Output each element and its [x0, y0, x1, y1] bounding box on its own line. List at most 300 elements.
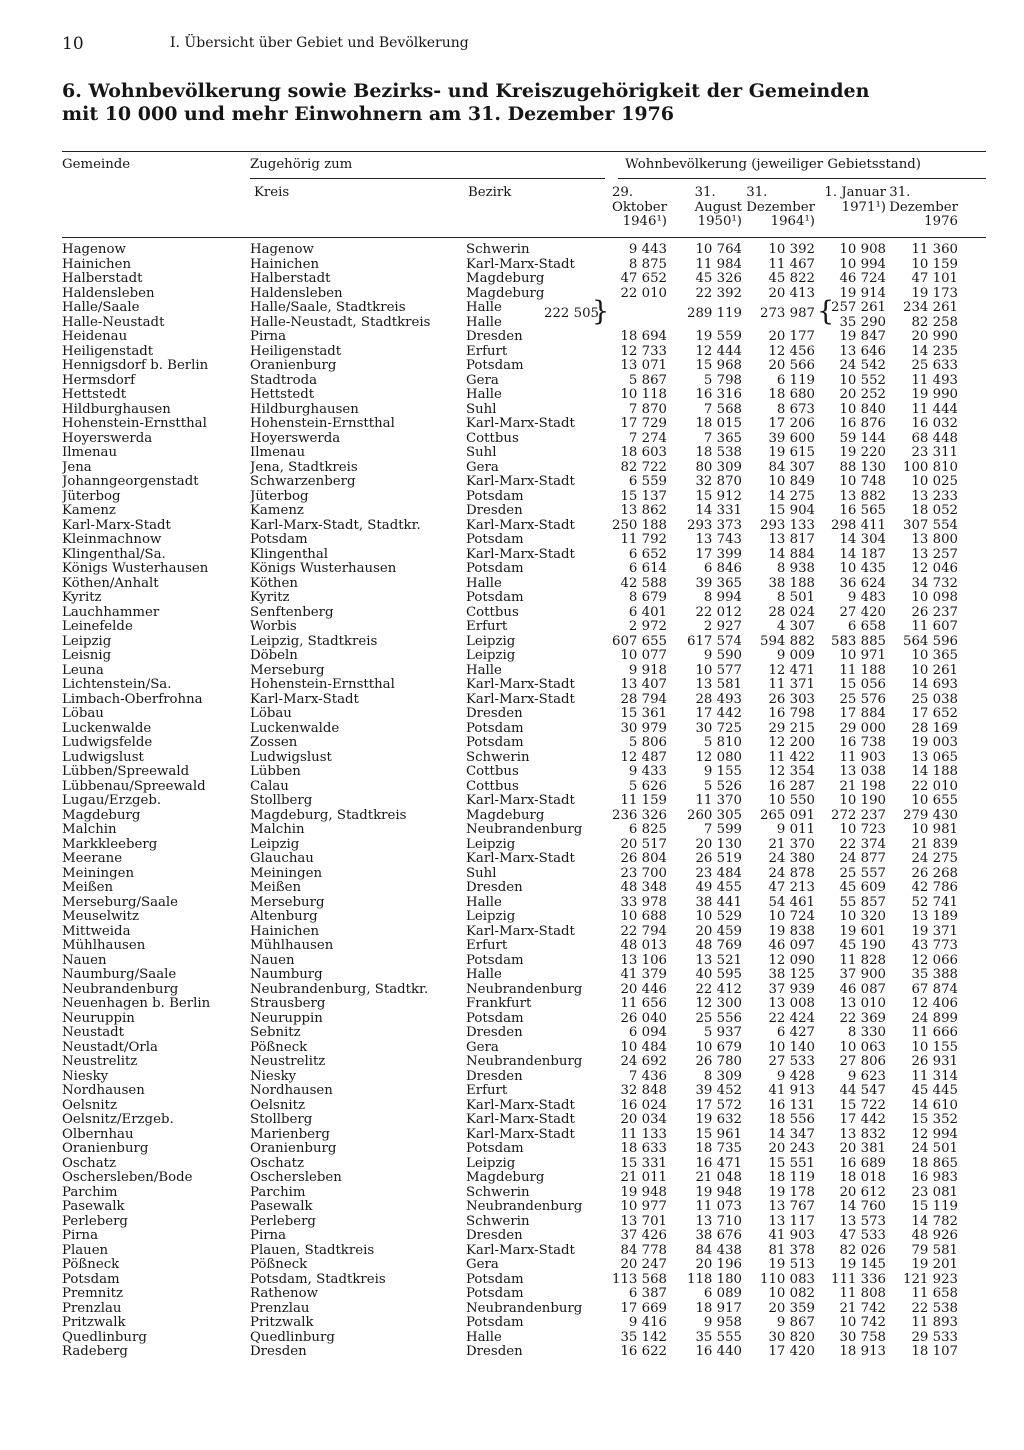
cell-bezirk: Gera — [466, 460, 499, 475]
cell-1971: 19 220 — [839, 445, 886, 460]
cell-bezirk: Magdeburg — [466, 286, 545, 301]
cell-1946: 35 142 — [620, 1329, 667, 1345]
cell-1950: 18 015 — [695, 416, 742, 431]
cell-1946: 11 656 — [620, 996, 667, 1011]
cell-gemeinde: Heiligenstadt — [62, 344, 154, 359]
cell-1950: 17 442 — [695, 706, 742, 721]
header-kreis: Kreis — [254, 185, 290, 200]
table-row — [0, 1273, 1024, 1288]
cell-kreis: Quedlinburg — [250, 1330, 335, 1345]
table-row — [0, 852, 1024, 867]
cell-gemeinde: Naumburg/Saale — [62, 968, 177, 982]
cell-1950: 617 574 — [687, 633, 742, 649]
cell-1971: 257 261 — [831, 300, 886, 315]
cell-1971: 13 646 — [839, 343, 886, 359]
cell-1946: 32 848 — [620, 1083, 667, 1098]
cell-1946: 10 077 — [620, 648, 667, 663]
cell-gemeinde: Pirna — [62, 1229, 99, 1243]
table-row — [0, 1099, 1024, 1114]
table-row — [0, 461, 1024, 476]
cell-bezirk: Potsdam — [466, 736, 524, 750]
cell-kreis: Ilmenau — [250, 446, 306, 460]
table-row — [0, 417, 1024, 432]
cell-1976: 13 189 — [911, 909, 958, 924]
cell-1964: 10 724 — [768, 909, 815, 924]
cell-1946: 12 487 — [620, 749, 667, 765]
cell-1964: 12 354 — [768, 764, 815, 779]
cell-1950: 32 870 — [695, 474, 742, 489]
cell-1971: 22 374 — [839, 836, 886, 852]
cell-gemeinde: Oelsnitz/Erzgeb. — [62, 1113, 174, 1127]
cell-gemeinde: Hagenow — [62, 243, 126, 257]
cell-1971: 9 623 — [847, 1068, 886, 1084]
cell-1964: 17 206 — [768, 416, 815, 431]
cell-1950: 13 743 — [695, 532, 742, 547]
cell-1950: 260 305 — [687, 807, 742, 823]
table-row — [0, 1055, 1024, 1070]
cell-gemeinde: Hildburghausen — [62, 402, 171, 417]
header-date-1950 — [695, 186, 742, 230]
cell-kreis: Jüterbog — [250, 489, 309, 504]
cell-1946: 8 875 — [628, 256, 667, 272]
table-row — [0, 1258, 1024, 1273]
cell-1950: 38 676 — [695, 1228, 742, 1243]
cell-bezirk: Leipzig — [466, 1156, 516, 1171]
cell-1964: 18 119 — [768, 1170, 815, 1185]
header-date-1946 — [612, 186, 667, 230]
cell-1950: 48 769 — [695, 938, 742, 953]
cell-kreis: Mühlhausen — [250, 939, 334, 953]
header-date-1950-day: 31. — [694, 185, 716, 200]
cell-1971: 88 130 — [839, 459, 886, 475]
cell-1950: 20 196 — [695, 1257, 742, 1272]
cell-1976: 13 800 — [911, 532, 958, 547]
table-row — [0, 954, 1024, 969]
cell-bezirk: Halle — [466, 1330, 502, 1345]
cell-gemeinde: Pritzwalk — [62, 1316, 126, 1330]
cell-1964: 20 413 — [768, 285, 815, 301]
header-date-1971-day: 1. Januar — [824, 185, 886, 200]
cell-1964: 13 117 — [768, 1213, 815, 1229]
table-row — [0, 345, 1024, 360]
cell-1946: 5 806 — [628, 735, 667, 750]
cell-gemeinde: Oschatz — [62, 1156, 117, 1171]
cell-kreis: Leipzig — [250, 837, 300, 852]
cell-1976: 24 899 — [911, 1010, 958, 1026]
cell-1950: 20 459 — [695, 923, 742, 939]
cell-1971: 15 056 — [839, 677, 886, 692]
cell-bezirk: Potsdam — [466, 1287, 524, 1301]
cell-1946: 7 870 — [628, 401, 667, 417]
cell-1976: 12 046 — [911, 561, 958, 576]
cell-1971: 14 760 — [839, 1199, 886, 1214]
cell-1946: 13 407 — [620, 677, 667, 692]
cell-1946: 6 559 — [628, 474, 667, 489]
cell-bezirk: Erfurt — [466, 344, 508, 359]
cell-bezirk: Dresden — [466, 1229, 523, 1243]
cell-bezirk: Karl-Marx-Stadt — [466, 417, 575, 431]
cell-bezirk: Gera — [466, 373, 499, 388]
cell-kreis: Strausberg — [250, 997, 326, 1011]
cell-1971: 17 884 — [839, 706, 886, 721]
table-row — [0, 1229, 1024, 1244]
cell-gemeinde: Halle-Neustadt — [62, 315, 165, 330]
cell-gemeinde: Nordhausen — [62, 1084, 145, 1098]
cell-1946: 6 094 — [628, 1025, 667, 1040]
table-row — [0, 649, 1024, 664]
table-row — [0, 635, 1024, 650]
table-row — [0, 548, 1024, 563]
cell-1946: 28 794 — [620, 691, 667, 707]
cell-kreis: Magdeburg, Stadtkreis — [250, 808, 407, 823]
cell-gemeinde: Neuruppin — [62, 1011, 135, 1026]
cell-1950: 9 958 — [703, 1315, 742, 1330]
cell-gemeinde: Lübben/Spreewald — [62, 765, 190, 779]
cell-1964: 14 347 — [768, 1126, 815, 1142]
cell-1976: 22 538 — [911, 1300, 958, 1316]
cell-1971: 21 198 — [839, 778, 886, 794]
cell-kreis: Löbau — [250, 707, 292, 721]
cell-gemeinde: Leipzig — [62, 634, 112, 649]
cell-kreis: Dresden — [250, 1345, 307, 1359]
table-row — [0, 1070, 1024, 1085]
table-row — [0, 446, 1024, 461]
table-row — [0, 968, 1024, 983]
table-row — [0, 838, 1024, 853]
cell-kreis: Marienberg — [250, 1127, 330, 1142]
cell-1950: 11 984 — [695, 256, 742, 272]
cell-1971: 47 533 — [839, 1228, 886, 1243]
header-date-1976 — [889, 186, 958, 230]
cell-gemeinde: Halberstadt — [62, 272, 143, 286]
cell-kreis: Karl-Marx-Stadt, Stadtkr. — [250, 518, 421, 533]
cell-kreis: Heiligenstadt — [250, 344, 342, 359]
cell-1964: 6 427 — [776, 1025, 815, 1040]
cell-bezirk: Karl-Marx-Stadt — [466, 924, 575, 939]
table-row — [0, 983, 1024, 998]
cell-kreis: Calau — [250, 779, 289, 794]
cell-1946: 37 426 — [620, 1228, 667, 1243]
cell-1971: 25 557 — [839, 865, 886, 881]
header-date-1950-year: 1950¹) — [697, 214, 742, 229]
cell-1971: 9 483 — [847, 590, 886, 605]
cell-1976: 25 633 — [911, 358, 958, 373]
cell-gemeinde: Oranienburg — [62, 1142, 149, 1156]
table-row — [0, 867, 1024, 882]
cell-kreis: Döbeln — [250, 649, 298, 663]
cell-1964: 14 884 — [768, 546, 815, 562]
cell-1971: 10 748 — [839, 474, 886, 489]
cell-1976: 67 874 — [911, 981, 958, 997]
cell-1971: 27 806 — [839, 1054, 886, 1069]
cell-gemeinde: Olbernhau — [62, 1127, 134, 1142]
cell-1946: 13 106 — [620, 952, 667, 968]
cell-1950: 10 529 — [695, 909, 742, 924]
cell-kreis: Pasewalk — [250, 1200, 313, 1214]
cell-1964: 15 904 — [768, 503, 815, 518]
cell-1950: 16 440 — [695, 1344, 742, 1359]
cell-gemeinde: Johanngeorgenstadt — [62, 475, 199, 489]
cell-bezirk: Leipzig — [466, 634, 516, 649]
table-row — [0, 287, 1024, 302]
cell-bezirk: Karl-Marx-Stadt — [466, 1243, 575, 1258]
cell-gemeinde: Neustrelitz — [62, 1055, 138, 1069]
cell-1976: 19 003 — [911, 735, 958, 750]
cell-gemeinde: Neustadt — [62, 1026, 125, 1040]
cell-bezirk: Halle — [466, 301, 502, 315]
cell-1976: 11 607 — [911, 619, 958, 634]
cell-1950: 22 392 — [695, 285, 742, 301]
cell-1950: 84 438 — [695, 1242, 742, 1258]
table-row — [0, 591, 1024, 606]
cell-gemeinde: Klingenthal/Sa. — [62, 547, 166, 562]
cell-kreis: Hildburghausen — [250, 402, 359, 417]
cell-1950: 10 577 — [695, 662, 742, 678]
cell-gemeinde: Lauchhammer — [62, 605, 160, 620]
header-bezirk: Bezirk — [468, 185, 512, 200]
cell-1971: 10 971 — [839, 648, 886, 663]
table-row — [0, 519, 1024, 534]
cell-bezirk: Magdeburg — [466, 272, 545, 286]
cell-1971: 14 304 — [839, 532, 886, 547]
cell-kreis: Merseburg — [250, 895, 325, 910]
cell-1950: 49 455 — [695, 880, 742, 895]
cell-1964: 110 083 — [760, 1271, 815, 1287]
cell-bezirk: Gera — [466, 1040, 499, 1055]
cell-gemeinde: Limbach-Oberfrohna — [62, 692, 203, 707]
cell-gemeinde: Markkleeberg — [62, 837, 158, 852]
cell-bezirk: Karl-Marx-Stadt — [466, 547, 575, 562]
cell-1964: 10 082 — [768, 1286, 815, 1301]
cell-1946: 26 804 — [620, 851, 667, 866]
cell-1950: 6 089 — [703, 1286, 742, 1301]
cell-kreis: Sebnitz — [250, 1026, 301, 1040]
cell-1971: 16 876 — [839, 416, 886, 431]
cell-kreis: Oelsnitz — [250, 1098, 306, 1113]
cell-1946: 9 443 — [628, 242, 667, 257]
cell-1976: 564 596 — [903, 633, 958, 649]
table-row — [0, 997, 1024, 1012]
header-date-1946-year: 1946¹) — [622, 214, 667, 229]
cell-1964: 13 817 — [768, 532, 815, 547]
cell-bezirk: Potsdam — [466, 533, 524, 547]
cell-gemeinde: Leisnig — [62, 649, 112, 663]
cell-bezirk: Neubrandenburg — [466, 1055, 583, 1069]
cell-1950: 39 365 — [695, 575, 742, 591]
cell-1971: 19 145 — [839, 1257, 886, 1272]
cell-1964: 54 461 — [768, 894, 815, 910]
cell-1976: 18 865 — [911, 1155, 958, 1171]
table-row — [0, 925, 1024, 940]
cell-gemeinde: Parchim — [62, 1185, 118, 1200]
table-row — [0, 910, 1024, 925]
table-row — [0, 794, 1024, 809]
cell-1971: 14 187 — [839, 546, 886, 562]
table-body — [0, 243, 1024, 1360]
cell-1971: 17 442 — [839, 1112, 886, 1127]
cell-1976: 43 773 — [911, 938, 958, 953]
cell-1971: 11 903 — [839, 749, 886, 765]
cell-1946: 17 669 — [620, 1300, 667, 1316]
cell-1964: 19 178 — [768, 1184, 815, 1200]
header-zugehoerig: Zugehörig zum — [250, 157, 353, 172]
table-row — [0, 1084, 1024, 1099]
cell-1971: 10 063 — [839, 1039, 886, 1055]
cell-bezirk: Suhl — [466, 402, 497, 417]
cell-1964: 20 243 — [768, 1141, 815, 1156]
cell-gemeinde: Prenzlau — [62, 1301, 122, 1316]
cell-1976: 14 693 — [911, 677, 958, 692]
cell-1946: 6 401 — [628, 604, 667, 620]
cell-1971: 13 882 — [839, 488, 886, 504]
cell-1971: 19 601 — [839, 923, 886, 939]
cell-kreis: Pößneck — [250, 1258, 308, 1272]
cell-bezirk: Dresden — [466, 1345, 523, 1359]
cell-1950: 26 780 — [695, 1054, 742, 1069]
cell-gemeinde: Haldensleben — [62, 286, 155, 301]
cell-bezirk: Halle — [466, 388, 502, 402]
cell-1950: 11 370 — [695, 793, 742, 808]
cell-1971: 82 026 — [839, 1242, 886, 1258]
cell-1971: 25 576 — [839, 691, 886, 707]
cell-1946: 10 118 — [620, 387, 667, 402]
cell-1964: 12 456 — [768, 343, 815, 359]
cell-kreis: Ludwigslust — [250, 750, 332, 765]
cell-1971: 10 994 — [839, 256, 886, 272]
cell-1946: 26 040 — [620, 1010, 667, 1026]
cell-gemeinde: Neuenhagen b. Berlin — [62, 997, 211, 1011]
cell-1976: 23 311 — [911, 445, 958, 460]
cell-bezirk: Dresden — [466, 881, 523, 895]
cell-1946: 6 387 — [628, 1286, 667, 1301]
cell-1950: 15 912 — [695, 488, 742, 504]
cell-1964: 14 275 — [768, 488, 815, 504]
section-title: I. Übersicht über Gebiet und Bevölkerung — [170, 35, 469, 51]
table-row — [0, 316, 1024, 331]
cell-1964: 28 024 — [768, 604, 815, 620]
cell-1964: 38 188 — [768, 575, 815, 591]
cell-gemeinde: Magdeburg — [62, 808, 141, 823]
cell-1950: 8 994 — [703, 590, 742, 605]
table-row — [0, 809, 1024, 824]
cell-kreis: Hohenstein-Ernstthal — [250, 417, 395, 431]
cell-bezirk: Neubrandenburg — [466, 823, 583, 837]
cell-gemeinde: Halle/Saale — [62, 301, 140, 315]
cell-1976: 13 257 — [911, 546, 958, 562]
cell-kreis: Kyritz — [250, 591, 290, 605]
cell-1946: 20 446 — [620, 981, 667, 997]
cell-1950: 19 948 — [695, 1184, 742, 1200]
cell-1946: 15 137 — [620, 488, 667, 504]
table-row — [0, 1026, 1024, 1041]
table-row — [0, 896, 1024, 911]
cell-1976: 234 261 — [903, 300, 958, 315]
cell-bezirk: Cottbus — [466, 605, 519, 620]
cell-1950: 10 764 — [695, 242, 742, 257]
cell-bezirk: Potsdam — [466, 721, 524, 736]
cell-1971: 18 018 — [839, 1170, 886, 1185]
cell-1964: 21 370 — [768, 836, 815, 852]
table-row — [0, 1041, 1024, 1056]
cell-1946: 22 794 — [620, 923, 667, 939]
table-row — [0, 606, 1024, 621]
cell-1964: 37 939 — [768, 981, 815, 997]
cell-1976: 35 388 — [911, 967, 958, 982]
cell-bezirk: Erfurt — [466, 1084, 508, 1098]
cell-1971: 6 658 — [847, 619, 886, 634]
cell-1971: 35 290 — [839, 314, 886, 330]
cell-1964: 46 097 — [768, 938, 815, 953]
cell-1964: 9 009 — [776, 648, 815, 663]
cell-1946: 33 978 — [620, 894, 667, 910]
header-date-1976-month: Dezember — [889, 199, 958, 215]
cell-1950: 38 441 — [695, 894, 742, 910]
table-row — [0, 664, 1024, 679]
cell-gemeinde: Pasewalk — [62, 1200, 125, 1214]
zugehoerig-rule — [250, 178, 605, 179]
cell-1976: 10 025 — [911, 474, 958, 489]
cell-kreis: Malchin — [250, 823, 305, 837]
cell-1976: 47 101 — [911, 271, 958, 286]
cell-1976: 11 444 — [911, 401, 958, 417]
cell-1946: 6 652 — [628, 546, 667, 562]
table-row — [0, 1316, 1024, 1331]
header-date-1964-day: 31. — [746, 185, 768, 200]
cell-kreis: Hettstedt — [250, 388, 315, 402]
cell-1971: 19 914 — [839, 285, 886, 301]
table-row — [0, 1128, 1024, 1143]
cell-1976: 14 610 — [911, 1097, 958, 1113]
cell-1946: 24 692 — [620, 1054, 667, 1069]
cell-1976: 29 533 — [911, 1329, 958, 1345]
cell-1976: 279 430 — [903, 807, 958, 823]
cell-gemeinde: Merseburg/Saale — [62, 895, 179, 910]
cell-bezirk: Potsdam — [466, 1272, 524, 1287]
cell-gemeinde: Lugau/Erzgeb. — [62, 794, 162, 808]
cell-1946: 15 331 — [620, 1155, 667, 1171]
table-row — [0, 1302, 1024, 1317]
cell-kreis: Stollberg — [250, 1113, 313, 1127]
cell-1976: 18 052 — [911, 503, 958, 518]
cell-kreis: Jena, Stadtkreis — [250, 460, 358, 475]
cell-1964: 39 600 — [768, 430, 815, 446]
cell-1946: 9 433 — [628, 764, 667, 779]
cell-bezirk: Karl-Marx-Stadt — [466, 1113, 575, 1127]
cell-kreis: Neuruppin — [250, 1011, 323, 1026]
cell-1976: 13 065 — [911, 749, 958, 765]
cell-gemeinde: Neustadt/Orla — [62, 1040, 158, 1055]
cell-1964: 41 913 — [768, 1083, 815, 1098]
cell-1950: 23 484 — [695, 865, 742, 881]
cell-1976: 16 032 — [911, 416, 958, 431]
cell-gemeinde: Premnitz — [62, 1287, 123, 1301]
cell-1950: 5 810 — [703, 735, 742, 750]
cell-bezirk: Erfurt — [466, 939, 508, 953]
cell-1971: 22 369 — [839, 1010, 886, 1026]
cell-1964: 81 378 — [768, 1242, 815, 1258]
cell-gemeinde: Leinefelde — [62, 620, 133, 634]
cell-1964: 9 867 — [776, 1315, 815, 1330]
cell-1971: 11 808 — [839, 1286, 886, 1301]
cell-1964: 13 767 — [768, 1199, 815, 1214]
cell-gemeinde: Karl-Marx-Stadt — [62, 518, 171, 533]
table-row — [0, 504, 1024, 519]
cell-kreis: Hainichen — [250, 924, 320, 939]
cell-kreis: Oschersleben — [250, 1171, 342, 1185]
cell-1946: 13 071 — [620, 358, 667, 373]
cell-bezirk: Karl-Marx-Stadt — [466, 257, 575, 272]
cell-kreis: Pößneck — [250, 1040, 308, 1055]
